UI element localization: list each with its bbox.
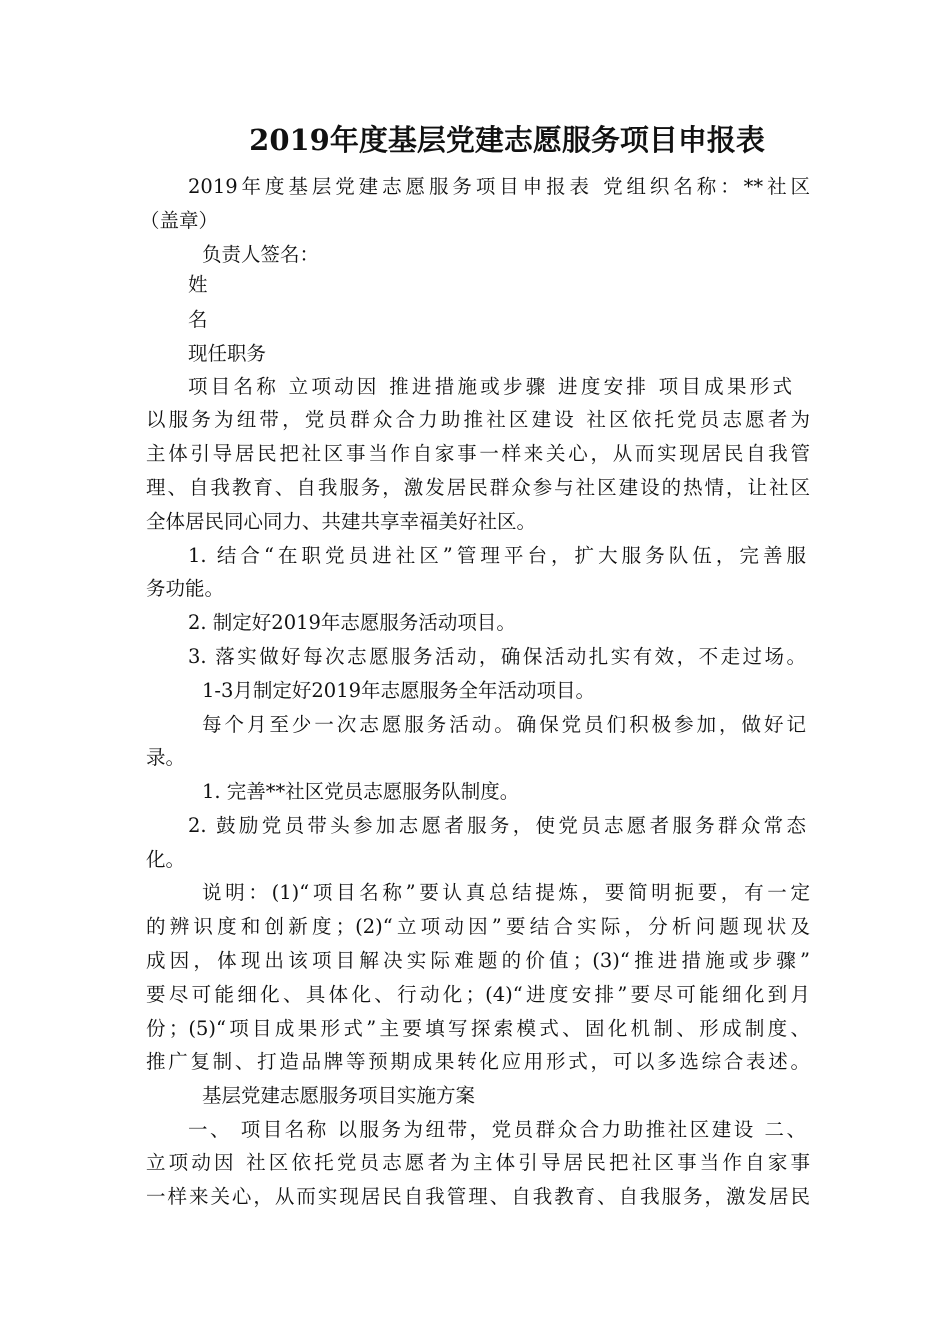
body-line: 化。 <box>146 848 186 871</box>
body-line: 1-3月制定好2019年志愿服务全年活动项目。 <box>202 679 596 702</box>
document-title: 2019年度基层党建志愿服务项目申报表 <box>249 123 765 157</box>
body-line: 成因，体现出该项目解决实际难题的价值；(3)“推进措施或步骤” <box>146 949 810 972</box>
body-line: 2. 鼓励党员带头参加志愿者服务，使党员志愿者服务群众常态 <box>188 814 806 837</box>
body-line: 份；(5)“项目成果形式”主要填写探索模式、固化机制、形成制度、 <box>146 1017 810 1040</box>
body-line: 负责人签名： <box>202 243 320 266</box>
body-line: 项目名称 立项动因 推进措施或步骤 进度安排 项目成果形式 <box>188 375 792 398</box>
body-line: 全体居民同心同力、共建共享幸福美好社区。 <box>146 510 537 533</box>
body-line: 主体引导居民把社区事当作自家事一样来关心，从而实现居民自我管 <box>146 442 810 465</box>
body-line: 理、自我教育、自我服务，激发居民群众参与社区建设的热情，让社区 <box>146 476 810 499</box>
body-line: （盖章） <box>140 209 219 232</box>
body-line: 一、 项目名称 以服务为纽带，党员群众合力助推社区建设 二、 <box>188 1118 806 1141</box>
body-line: 现任职务 <box>188 342 267 365</box>
body-line: 名 <box>188 308 208 331</box>
body-line: 姓 <box>188 273 208 296</box>
body-line: 每个月至少一次志愿服务活动。确保党员们积极参加，做好记 <box>202 713 806 736</box>
body-line: 2. 制定好2019年志愿服务活动项目。 <box>188 611 516 634</box>
body-line: 录。 <box>146 746 186 769</box>
body-line: 2019年度基层党建志愿服务项目申报表 党组织名称：**社区 <box>188 175 810 198</box>
body-line: 以服务为纽带，党员群众合力助推社区建设 社区依托党员志愿者为 <box>146 408 810 431</box>
body-line: 务功能。 <box>146 577 225 600</box>
body-line: 3. 落实做好每次志愿服务活动，确保活动扎实有效，不走过场。 <box>188 645 806 668</box>
body-line: 基层党建志愿服务项目实施方案 <box>202 1084 476 1107</box>
body-line: 立项动因 社区依托党员志愿者为主体引导居民把社区事当作自家事 <box>146 1151 810 1174</box>
body-line: 要尽可能细化、具体化、行动化；(4)“进度安排”要尽可能细化到月 <box>146 983 810 1006</box>
body-line: 1. 完善**社区党员志愿服务队制度。 <box>202 780 520 803</box>
body-line: 1. 结合“在职党员进社区”管理平台，扩大服务队伍，完善服 <box>188 544 806 567</box>
body-line: 推广复制、打造品牌等预期成果转化应用形式，可以多选综合表述。 <box>146 1050 810 1073</box>
body-line: 的辨识度和创新度；(2)“立项动因”要结合实际，分析问题现状及 <box>146 915 810 938</box>
body-line: 一样来关心，从而实现居民自我管理、自我教育、自我服务，激发居民 <box>146 1185 810 1208</box>
body-line: 说明：(1)“项目名称”要认真总结提炼，要简明扼要，有一定 <box>202 881 810 904</box>
